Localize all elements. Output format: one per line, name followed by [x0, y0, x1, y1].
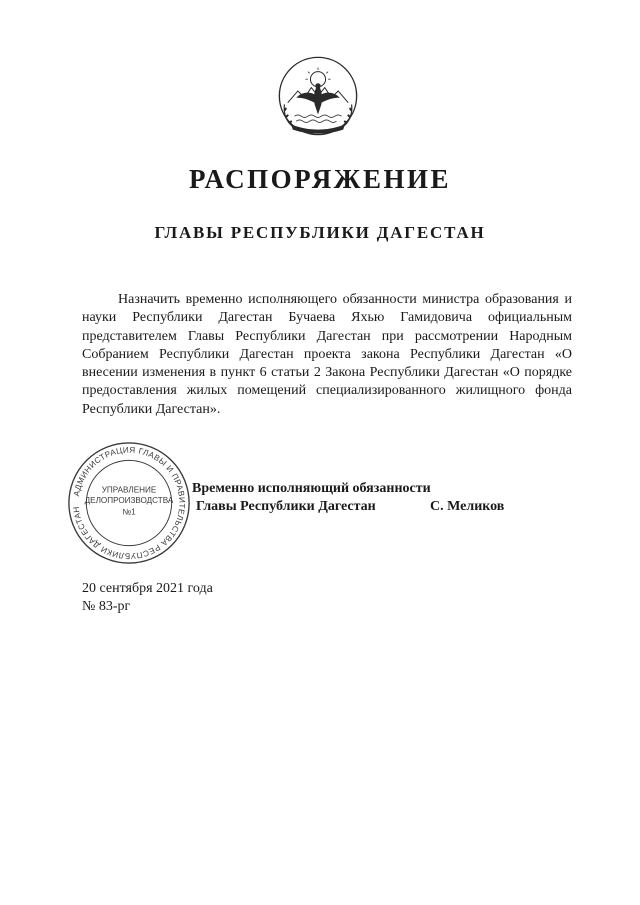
- document-number: № 83-рг: [82, 599, 131, 614]
- official-stamp: [66, 440, 192, 566]
- stamp-line-1: УПРАВЛЕНИЕ: [101, 485, 157, 495]
- stamp-ring-text: АДМИНИСТРАЦИЯ ГЛАВЫ И ПРАВИТЕЛЬСТВА РЕСПУБЛИКИ ДАГЕСТАН: [71, 445, 187, 561]
- signatory-position-line-1: Временно исполняющий обязанности: [192, 481, 431, 496]
- document-title: РАСПОРЯЖЕНИЕ: [188, 164, 452, 194]
- stamp-line-3: №1: [122, 507, 136, 517]
- stamp-line-2: ДЕЛОПРОИЗВОДСТВА: [84, 496, 174, 505]
- coat-of-arms-emblem: [276, 54, 360, 138]
- document-date: 20 сентября 2021 года: [82, 581, 213, 596]
- signatory-position-line-2: Главы Республики Дагестан: [196, 499, 376, 514]
- document-body: Назначить временно исполняющего обязанности министра образования и науки Республики Дагестан Бучаева Яхью Гамидовича официальным представителем Главы Республики Дагестан при рассмотрении Народным Собранием Республики Дагестан проекта закона Республики Дагестан «О внесении изменения в пункт 6 статьи 2 Закона Республики Дагестан «О порядке предоставления жилых помещений специализированного жилищного фонда Республики Дагестан».: [82, 292, 572, 417]
- signatory-name: С. Меликов: [430, 499, 505, 514]
- document-subtitle: ГЛАВЫ РЕСПУБЛИКИ ДАГЕСТАН: [154, 223, 486, 242]
